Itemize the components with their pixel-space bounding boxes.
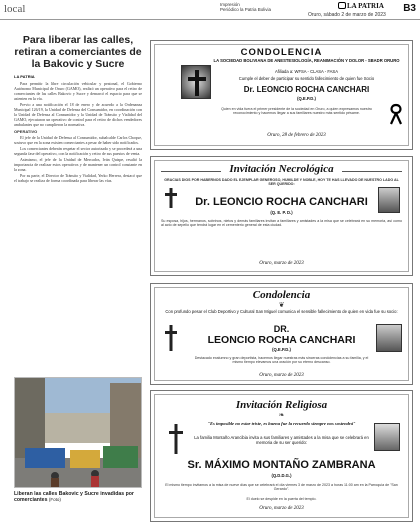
obit-dr: DR. [273, 324, 290, 334]
obit-text: Su esposa, hijos, hermanos, sobrinos, nietos y demás familiares invitan a familiares y amistades a la misa que se celebrará en su memoria, así como al acto de sepelio que tendrá lugar en el cementerio general de esta ciudad. [161, 219, 402, 228]
obit-text: El mismo tiempo invitamos a la misa de nueve días que se celebrará el día viernes 3 de marzo de 2023 a horas 11:00 am en la Parroquia de "San Gerardo". [165, 483, 398, 492]
brand-logo [338, 2, 384, 10]
article-subhead: OPERATIVO [14, 129, 38, 134]
street-scene-image [15, 378, 142, 488]
obit-name [151, 196, 412, 208]
article-paragraph: Para permitir la libre circulación vehicular y peatonal, el Gobierno Autónomo Municipal de Oruro (GAMO), realizó un operativo para el retiro de comerciantes de las calles Bakovic y Sucre y demarcó el espacio para que se asienten en la vía. [14, 81, 142, 101]
ornament-icon: ❧ [278, 411, 285, 419]
obit-title: Invitación Necrológica [229, 163, 334, 175]
obit-lead: La familia Montaño Arancibia invita a sus familiares y amistades a la misa que se celebrará en memoria de su ser querido: [194, 435, 369, 445]
article [14, 34, 142, 184]
article-headline: Para liberar las calles, retiran a comerciantes de la Bakovic y Sucre [14, 34, 142, 70]
obit-lead: GRACIAS DIOS POR HABERNOS DADO EL EJEMPLAR GENEROSO, HUMILDE Y NOBLE, HOY TE HAS LLEVADO DE NUESTRO LADO AL SER QUERIDO: [164, 178, 399, 187]
header-mid-line2: Periódico la Patria Bolivia [220, 7, 272, 12]
obit-qed: (Q.D.D.G.) [271, 473, 292, 478]
page-header [0, 0, 420, 20]
obit-text: Quien en vida fuera el primer presidente de la sociedad en Oruro, a quien expresamos nuestro reconocimiento y hacemos llegar a sus familiares nuestro más sentido pésame. [221, 107, 372, 116]
obit-text: Destacado exalumno y gran deportista, hacemos llegar nuestras más sinceras condolencias a su familia, y el mismo tiempo elevamos una oración por su eterno descanso. [194, 356, 369, 365]
obit-dr: Sr. [187, 459, 202, 471]
ornament-icon: ❦ [278, 301, 285, 309]
obit-name-text: LEONCIO ROCHA CANCHARI [212, 196, 368, 208]
article-paragraph: Por su parte, el Director de Tránsito y Vialidad, Yerko Herrera, destacó que el trabajo se realiza de forma coordinada para liberar las vías. [14, 173, 142, 183]
obit-quote: "Es imposible no estar triste, es buena fue la recuerdo siempre nos sostendrá" [207, 421, 356, 426]
deceased-portrait [374, 423, 400, 451]
obit-dr: Dr. [243, 85, 255, 94]
brand-name: LA PATRIA [347, 2, 384, 10]
header-mid-line1: Impresión [220, 2, 240, 7]
obit-qed: (Q.E.P.D.) [297, 96, 316, 101]
obituary-condolencia-1 [150, 40, 413, 150]
header-date: Oruro, sábado 2 de marzo de 2023 [308, 12, 386, 18]
obit-date: Oruro, marzo de 2023 [259, 373, 304, 378]
obit-name-text: MÁXIMO MONTAÑO ZAMBRANA [204, 459, 376, 471]
obit-closing: El duelo se despide en la puerta del templo. [246, 497, 317, 501]
article-paragraph: Asimismo, el jefe de la Unidad de Mercados, Iván Quispe, resaltó la importancia de realizar estos operativos y de mantener un control constante en la zona. [14, 157, 142, 172]
obit-title: Invitación Religiosa [235, 399, 328, 411]
article-body [14, 81, 142, 183]
mourning-ribbon-icon [388, 103, 404, 125]
cross-icon [181, 65, 211, 99]
obit-lead: Con profundo pesar el Club Deportivo y Cultural San Miguel comunica el sensible fallecimiento de quien en vida fue su socio: [165, 309, 398, 314]
obit-lead: Cumple el deber de participar su sentido fallecimiento de quien fue Socio [238, 76, 375, 81]
obit-date: Oruro, 28 de febrero de 2023 [267, 133, 326, 138]
obit-name [151, 459, 412, 471]
obit-date: Oruro, marzo de 2023 [259, 261, 304, 266]
caption-credit: (Foto) [48, 497, 61, 502]
obit-title: CONDOLENCIA [240, 47, 323, 58]
obituary-invitacion-religiosa [150, 390, 413, 522]
article-paragraph: El jefe de la Unidad de Defensa al Consumidor, subalcalde Carlos Choque, sostuvo que en la zona existen comerciantes a pesar de haber sido notificados. [14, 135, 142, 145]
obituary-condolencia-2 [150, 283, 413, 385]
obit-qed: (Q.E.P.D.) [272, 347, 291, 352]
page-number: B3 [403, 3, 416, 14]
header-center [220, 2, 271, 12]
obit-title: Condolencia [252, 289, 311, 301]
obit-affiliation: Afiliada a: WFSA - CLASA - FASA [274, 69, 339, 74]
obit-name-text: LEONCIO ROCHA CANCHARI [207, 334, 356, 346]
article-byline: LA PATRIA [14, 74, 35, 79]
caption-text: Liberan las calles Bakovic y Sucre invadidas por comerciantes [14, 491, 134, 503]
newspaper-logo-icon [338, 2, 346, 9]
article-paragraph: Previo a una notificación el 18 de enero y de acuerdo a la Ordenanza Municipal 126/19, la Unidad de Defensa del Consumidor, en coordinación con la Unidad de Defensa al Consumidor y la Unidad de Tránsito y Vialidad del GAMO, ejecutaron un operativo de control para el retiro de dichos vendedores ambulantes que no cumplieron la normativa. [14, 102, 142, 127]
cross-icon [167, 423, 185, 455]
obit-dr: Dr. [195, 196, 210, 208]
obit-date: Oruro, marzo de 2023 [259, 506, 304, 511]
article-paragraph: Los comerciantes deberán respetar el sector autorizado y se procederá a una segunda fase del operativo, con la notificación y retiro de sus puestos de venta. [14, 146, 142, 156]
section-label: local [4, 3, 26, 15]
obituary-invitacion-necrologica [150, 156, 413, 276]
obit-org: LA SOCIEDAD BOLIVIANA DE ANESTESIOLOGÍA, REANIMACIÓN Y DOLOR - SBADR ORURO [213, 58, 400, 63]
obit-name-text: LEONCIO ROCHA CANCHARI [256, 85, 370, 94]
obit-name [211, 85, 402, 94]
article-photo [14, 377, 142, 488]
photo-caption [14, 491, 142, 503]
obit-qed: (Q. E. P. D.) [270, 210, 293, 215]
obituary-border [154, 160, 409, 272]
